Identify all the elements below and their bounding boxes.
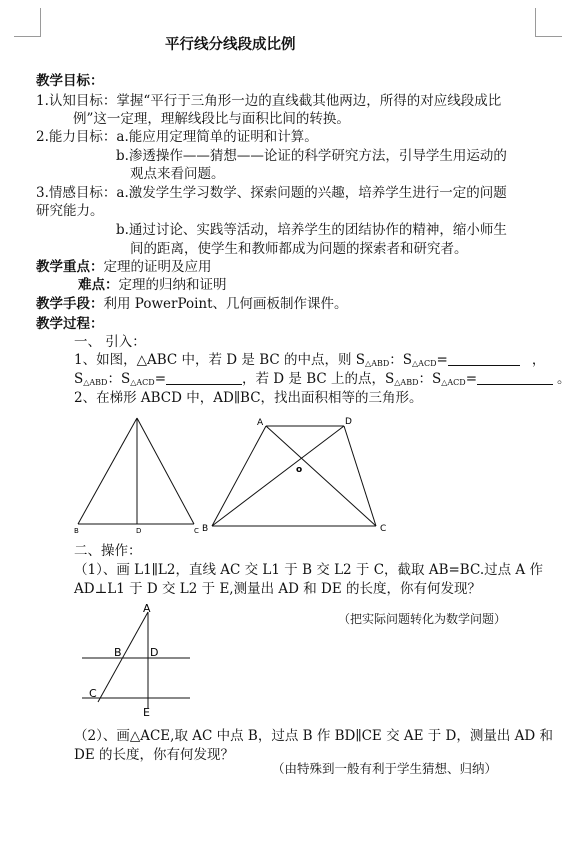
crop-mark-tr-v xyxy=(535,8,536,36)
q1-colon-1: ：S xyxy=(389,352,413,368)
q1-s: S xyxy=(74,371,84,387)
emotion-b-2: 间的距离，使学生和教师都成为问题的探索者和研究者。 xyxy=(130,241,468,257)
q1-eq-3: = xyxy=(465,371,478,387)
answer-blank-2[interactable] xyxy=(166,371,242,385)
q1-eq-2: = xyxy=(154,371,167,387)
parallel-lines-figure xyxy=(76,600,196,720)
q1-sub-2: △ACD xyxy=(412,359,437,368)
answer-blank-1[interactable] xyxy=(448,352,520,366)
trapezoid-label-d: D xyxy=(345,417,352,427)
emotion-objective xyxy=(36,184,507,202)
difficulty xyxy=(78,276,227,294)
question-2: 2、在梯形 ABCD 中，AD∥BC，找出面积相等的三角形。 xyxy=(74,390,423,406)
operation-1-line-1: （1）、画 L1∥L2，直线 AC 交 L1 于 B 交 L2 于 C，截取 AB=BC.过点 A 作 xyxy=(74,562,543,578)
parallel-label-d: D xyxy=(150,646,159,659)
crop-mark-tl-h xyxy=(14,36,41,37)
q1-sub-5: △ABD xyxy=(394,378,419,387)
line-ac xyxy=(98,612,148,702)
q1-mid: ，若 D 是 BC 上的点，S xyxy=(242,371,395,387)
triangle-figure xyxy=(70,412,210,536)
crop-mark-tl-v xyxy=(40,8,41,36)
q1-sub-4: △ACD xyxy=(130,378,155,387)
trapezoid-label-o: o xyxy=(296,465,303,475)
key-point-label: 教学重点： xyxy=(36,259,104,275)
difficulty-text: 定理的归纳和证明 xyxy=(118,277,227,293)
trapezoid-side-ab xyxy=(212,426,266,526)
q1-sub-1: △ABD xyxy=(365,359,390,368)
crop-mark-tr-h xyxy=(535,36,562,37)
q1-sub-6: △ACD xyxy=(441,378,466,387)
trapezoid-diagonal-db xyxy=(212,426,344,526)
trapezoid-label-c: C xyxy=(380,524,387,534)
trapezoid-label-b: B xyxy=(202,524,209,534)
knowledge-label: 1.认知目标： xyxy=(36,93,117,109)
ability-a: a.能应用定理简单的证明和计算。 xyxy=(116,129,318,145)
operation-1-note: （把实际问题转化为数学问题） xyxy=(338,612,507,626)
q1-sub-3: △ABD xyxy=(83,378,108,387)
ability-b-2: 观点来看问题。 xyxy=(130,166,225,182)
tools-text: 利用 PowerPoint、几何画板制作课件。 xyxy=(103,296,348,312)
emotion-b-1: b.通过讨论、实践等活动，培养学生的团结协作的精神，缩小师生 xyxy=(116,222,507,238)
triangle-side-ac xyxy=(137,418,194,524)
ability-objective xyxy=(36,128,318,146)
emotion-a-1: a.激发学生学习数学、探索问题的兴趣，培养学生进行一定的问题 xyxy=(116,185,507,201)
triangle-label-c: C xyxy=(194,527,199,535)
parallel-label-a: A xyxy=(143,602,151,615)
operation-2-line-1: （2）、画△ACE,取 AC 中点 B，过点 B 作 BD∥CE 交 AE 于 D，测量出 AD 和 xyxy=(74,728,554,744)
emotion-label: 3.情感目标： xyxy=(36,185,117,201)
objectives-heading: 教学目标： xyxy=(36,73,104,89)
operation-1-line-2: AD⊥L1 于 D 交 L2 于 E,测量出 AD 和 DE 的长度，你有何发现？ xyxy=(74,581,482,597)
answer-blank-3[interactable] xyxy=(477,371,553,385)
ability-label: 2.能力目标： xyxy=(36,129,117,145)
trapezoid-label-a: A xyxy=(257,418,264,428)
process-heading: 教学过程： xyxy=(36,316,104,332)
triangle-side-ab xyxy=(78,418,137,524)
trapezoid-figure xyxy=(200,412,400,536)
q1-colon-3: ：S xyxy=(418,371,442,387)
operation-2-line-2: DE 的长度，你有何发现？ xyxy=(74,747,234,763)
page-title: 平行线分线段成比例 xyxy=(165,36,296,53)
triangle-label-b: B xyxy=(74,527,79,535)
key-point-text: 定理的证明及应用 xyxy=(103,259,212,275)
tools-label: 教学手段： xyxy=(36,296,104,312)
q1-colon-2: ：S xyxy=(107,371,131,387)
parallel-label-e: E xyxy=(143,706,150,719)
key-point xyxy=(36,258,212,276)
q1-tail-1: ， xyxy=(531,352,546,368)
knowledge-text-2: 例”这一定理，理解线段比与面积比间的转换。 xyxy=(73,111,350,127)
emotion-a-2: 研究能力。 xyxy=(36,203,104,219)
parallel-label-b: B xyxy=(114,646,122,659)
operation-2-note: （由特殊到一般有利于学生猜想、归纳） xyxy=(272,761,498,776)
ability-b-1: b.渗透操作——猜想——论证的科学研究方法，引导学生用运动的 xyxy=(116,148,507,164)
q1-eq-1: = xyxy=(436,352,448,368)
teaching-tools xyxy=(36,295,348,313)
q1-tail-2: 。 xyxy=(557,371,571,387)
knowledge-objective xyxy=(36,92,501,110)
q1-text-a: 1、如图，△ABC 中，若 D 是 BC 的中点，则 S xyxy=(74,352,366,368)
operation-heading: 二、操作： xyxy=(74,543,142,559)
parallel-label-c: C xyxy=(89,687,97,700)
knowledge-text-1: 掌握“平行于三角形一边的直线截其他两边，所得的对应线段成比 xyxy=(116,93,502,109)
triangle-label-d: D xyxy=(136,527,142,535)
intro-heading: 一、 引入： xyxy=(74,334,146,350)
difficulty-label: 难点： xyxy=(78,277,119,293)
